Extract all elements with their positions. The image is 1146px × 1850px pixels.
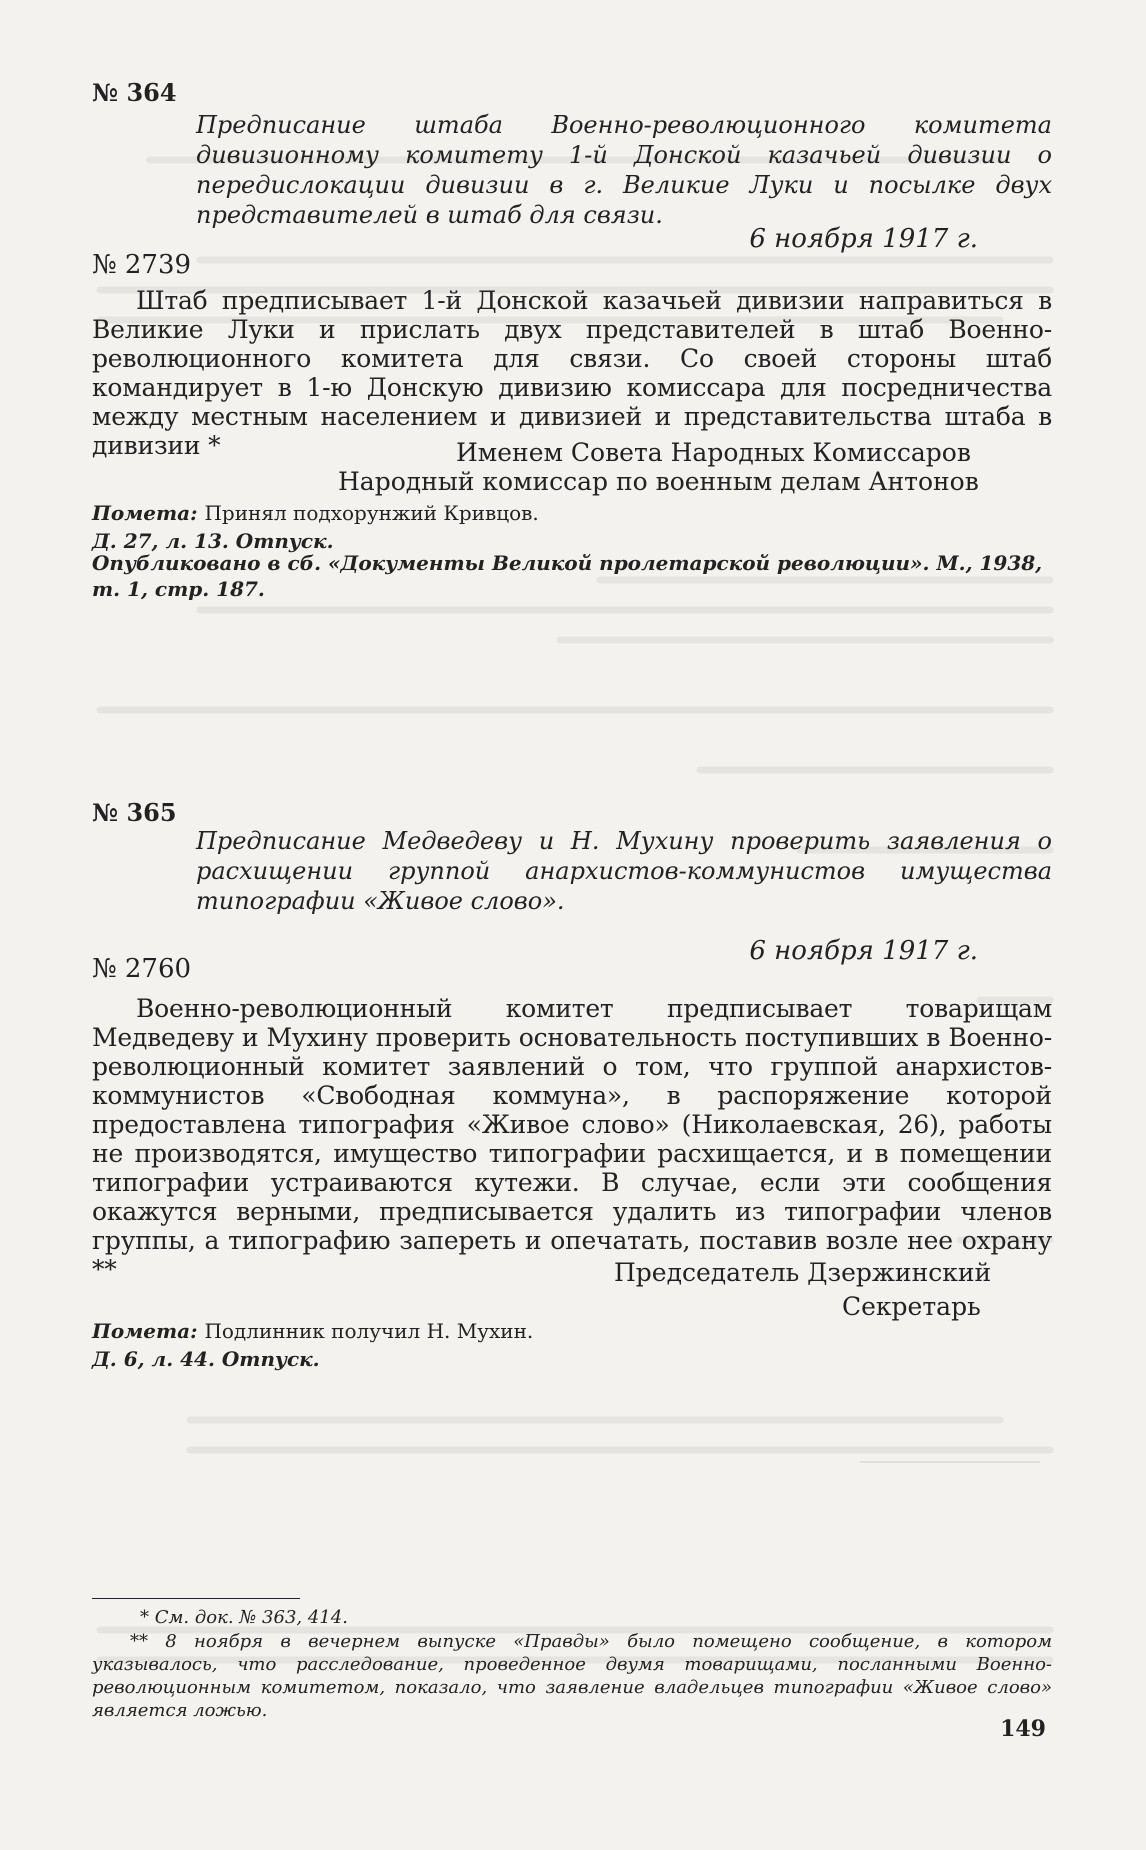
doc364-body: Штаб предписывает 1-й Донской казачьей дивизии направиться в Великие Луки и прислать двух представителей в штаб Военно-революционного комитета для связи. Со своей стороны штаб командирует в 1-ю Донскую дивизию комиссара для посредничества между местным населением и дивизией и представительства штаба в дивизии * bbox=[92, 286, 1052, 460]
doc364-docnum: № 2739 bbox=[92, 250, 192, 280]
doc365-body: Военно-революционный комитет предписывает товарищам Медведеву и Мухину проверить основательность поступивших в Военно-революционный комитет заявлений о том, что группой анархистов-коммунистов «Свободная коммуна», в распоряжение которой предоставлена типография «Живое слово» (Николаевская, 26), работы не производятся, имущество типографии расхищается, и в помещении типографии устраиваются кутежи. В случае, если эти сообщения окажутся верными, предписывается удалить из типографии членов группы, а типографию запереть и опечатать, поставив возле нее охрану ** bbox=[92, 994, 1052, 1284]
doc364-pometa-label: Помета: bbox=[92, 501, 198, 525]
doc364-title: Предписание штаба Военно-революционного комитета дивизионному комитету 1-й Донской казачьей дивизии о передислокации дивизии в г. Великие Луки и посылке двух представителей в штаб для связи. bbox=[196, 111, 1052, 229]
doc365-number: № 365 bbox=[92, 798, 177, 827]
doc365-pometa bbox=[92, 1318, 1052, 1344]
page-number: 149 bbox=[1000, 1716, 1046, 1742]
doc365-pometa-label: Помета: bbox=[92, 1319, 198, 1343]
doc365-pometa-text: Подлинник получил Н. Мухин. bbox=[204, 1319, 534, 1343]
doc364-pometa-text: Принял подхорунжий Кривцов. bbox=[204, 501, 539, 525]
doc365-date: 6 ноября 1917 г. bbox=[749, 936, 978, 966]
footnote-1: * См. док. № 363, 414. bbox=[140, 1607, 348, 1628]
footnote-divider bbox=[92, 1598, 300, 1599]
doc364-signature-line2: Народный комиссар по военным делам Антонов bbox=[338, 467, 979, 496]
footnote-2: ** 8 ноября в вечернем выпуске «Правды» было помещено сообщение, в котором указывалось, что расследование, проведенное двумя товарищами, посланными Военно-революционным комитетом, показало, что заявление владельцев типографии «Живое слово» является ложью. bbox=[92, 1631, 1052, 1721]
doc365-docnum: № 2760 bbox=[92, 954, 192, 984]
doc364-signature-line1: Именем Совета Народных Комиссаров bbox=[456, 438, 971, 467]
doc364-published: Опубликовано в сб. «Документы Великой пролетарской революции». М., 1938, т. 1, стр. 187. bbox=[92, 551, 1043, 601]
doc364-archive: Д. 27, л. 13. Отпуск. bbox=[92, 529, 334, 553]
doc365-title: Предписание Медведеву и Н. Мухину проверить заявления о расхищении группой анархистов-коммунистов имущества типографии «Живое слово». bbox=[196, 827, 1052, 915]
doc364-date: 6 ноября 1917 г. bbox=[749, 224, 978, 254]
doc365-archive: Д. 6, л. 44. Отпуск. bbox=[92, 1347, 320, 1371]
doc365-signature-line1: Председатель Дзержинский bbox=[614, 1258, 992, 1287]
doc365-signature-line2: Секретарь bbox=[842, 1292, 981, 1321]
doc364-number: № 364 bbox=[92, 78, 177, 107]
doc364-pometa bbox=[92, 500, 1052, 526]
